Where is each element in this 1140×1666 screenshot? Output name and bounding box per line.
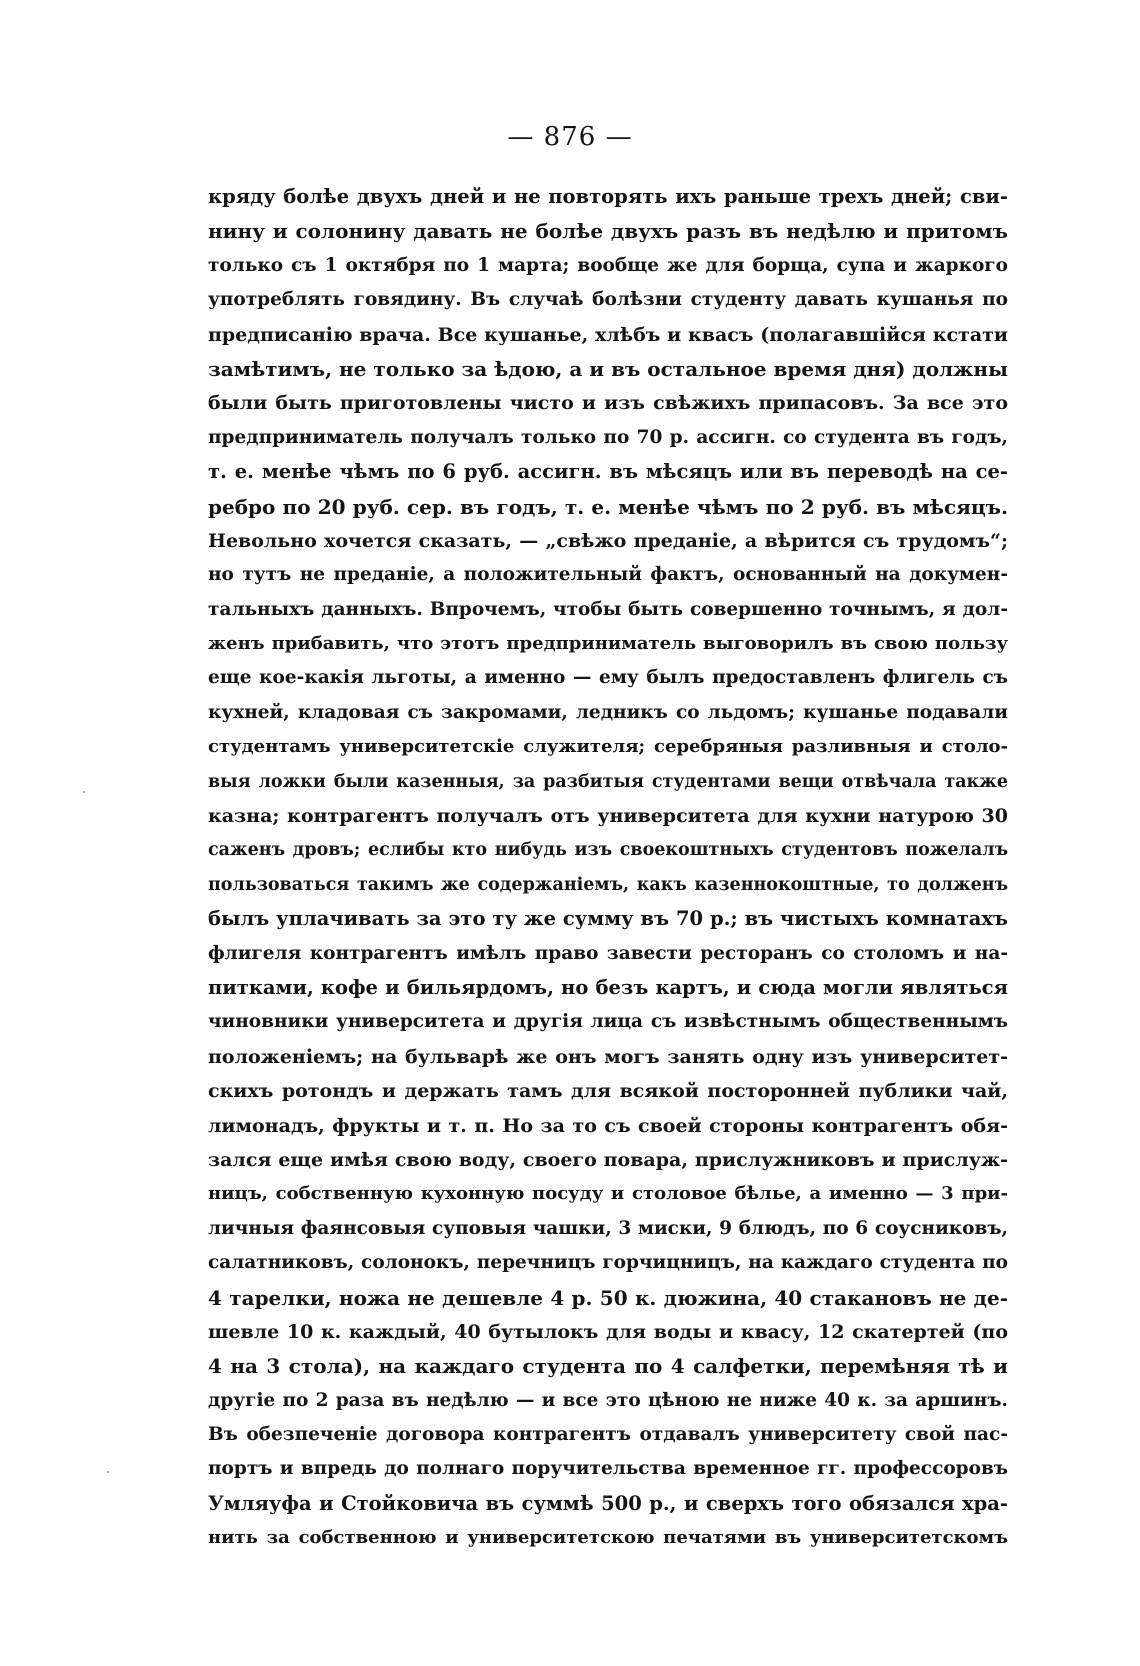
text-line: т. е. менѣе чѣмъ по 6 руб. ассигн. въ мѣсяцъ или въ переводѣ на се- — [208, 460, 1008, 484]
text-line: былъ уплачивать за это ту же сумму въ 70 р.; въ чистыхъ комнатахъ — [208, 907, 1008, 931]
text-line: нить за собственною и университетскою печатями въ университетскомъ — [208, 1527, 1008, 1549]
text-line: саженъ дровъ; еслибы кто нибудь изъ своекоштныхъ студентовъ пожелалъ — [208, 840, 1008, 861]
page-number: — 876 — — [507, 122, 633, 152]
text-line: кряду болѣе двухъ дней и не повторять ихъ раньше трехъ дней; сви- — [208, 185, 1008, 208]
text-line: еще кое-какія льготы, а именно — ему былъ предоставленъ флигель съ — [208, 667, 1008, 689]
text-line: положеніемъ; на бульварѣ же онъ могъ занять одну изъ университет- — [208, 1045, 1008, 1068]
text-line: пользоваться такимъ же содержаніемъ, какъ казеннокоштные, то долженъ — [208, 874, 1008, 895]
text-line: другіе по 2 раза въ недѣлю — и все это цѣною не ниже 40 к. за аршинъ. — [208, 1389, 1008, 1411]
text-line: предписанію врача. Все кушанье, хлѣбъ и квасъ (полагавшійся кстати — [208, 323, 1008, 346]
text-line: Въ обезпеченіе договора контрагентъ отдавалъ университету свой пас- — [208, 1424, 1008, 1446]
text-line: скихъ ротондъ и держать тамъ для всякой посторонней публики чай, — [208, 1080, 1008, 1103]
text-line: нину и солонину давать не болѣе двухъ разъ въ недѣлю и притомъ — [208, 219, 1008, 244]
text-line: предприниматель получалъ только по 70 р. ассигн. со студента въ годъ, — [208, 426, 1008, 448]
text-line: чиновники университета и другія лица съ извѣстнымъ общественнымъ — [208, 1011, 1008, 1033]
text-line: Невольно хочется сказать, — „свѣжо преданіе, а вѣрится съ трудомъ“; — [208, 529, 1008, 552]
text-line: питками, кофе и бильярдомъ, но безъ картъ, и сюда могли являться — [208, 975, 1008, 999]
text-line: тальныхъ данныхъ. Впрочемъ, чтобы быть совершенно точнымъ, я дол- — [208, 598, 1008, 620]
text-line: 4 тарелки, ножа не дешевле 4 р. 50 к. дюжина, 40 стакановъ не де- — [208, 1285, 1008, 1310]
text-line: ницъ, собственную кухонную посуду и столовое бѣлье, а именно — 3 при- — [208, 1183, 1008, 1205]
scan-speck — [83, 791, 85, 793]
text-line: портъ и впредь до полнаго поручительства временное гг. профессоровъ — [208, 1458, 1008, 1480]
text-line: казна; контрагентъ получалъ отъ университета для кухни натурою 30 — [208, 805, 1008, 828]
text-line: лимонадъ, фрукты и т. п. Но за то съ своей стороны контрагентъ обя- — [208, 1114, 1008, 1137]
text-line: были быть приготовлены чисто и изъ свѣжихъ припасовъ. За все это — [208, 392, 1008, 415]
scan-speck — [107, 1471, 109, 1473]
text-line: флигеля контрагентъ имѣлъ право завести ресторанъ со столомъ и на- — [208, 942, 1008, 964]
text-line: личныя фаянсовыя суповыя чашки, 3 миски, 9 блюдъ, по 6 соусниковъ, — [208, 1217, 1008, 1239]
text-line: салатниковъ, солонокъ, перечницъ горчицницъ, на каждаго студента по — [208, 1252, 1008, 1274]
text-line: но тутъ не преданіе, а положительный фактъ, основанный на докумен- — [208, 564, 1008, 586]
text-line: женъ прибавить, что этотъ предприниматель выговорилъ въ свою пользу — [208, 633, 1008, 655]
text-line: кухней, кладовая съ закромами, ледникъ со льдомъ; кушанье подавали — [208, 701, 1008, 723]
text-line: Умляуфа и Стойковича въ суммѣ 500 р., и сверхъ того обязался хра- — [208, 1491, 1008, 1515]
text-line: замѣтимъ, не только за ѣдою, а и въ остальное время дня) должны — [208, 356, 1008, 381]
body-text — [208, 180, 1008, 1556]
text-line: употреблять говядину. Въ случаѣ болѣзни студенту давать кушанья по — [208, 289, 1008, 311]
text-line: ребро по 20 руб. сер. въ годъ, т. е. менѣе чѣмъ по 2 руб. въ мѣсяцъ. — [208, 494, 1008, 519]
text-line: только съ 1 октября по 1 марта; вообще же для борща, супа и жаркого — [208, 254, 1008, 276]
text-line: зался еще имѣя свою воду, своего повара, прислужниковъ и прислуж- — [208, 1148, 1008, 1171]
text-line: шевле 10 к. каждый, 40 бутылокъ для воды и квасу, 12 скатертей (по — [208, 1320, 1008, 1343]
text-line: студентамъ университетскіе служителя; серебряныя разливныя и столо- — [208, 736, 1008, 758]
text-line: выя ложки были казенныя, за разбитыя студентами вещи отвѣчала также — [208, 771, 1008, 792]
text-line: 4 на 3 стола), на каждаго студента по 4 салфетки, перемѣняя тѣ и — [208, 1354, 1008, 1379]
